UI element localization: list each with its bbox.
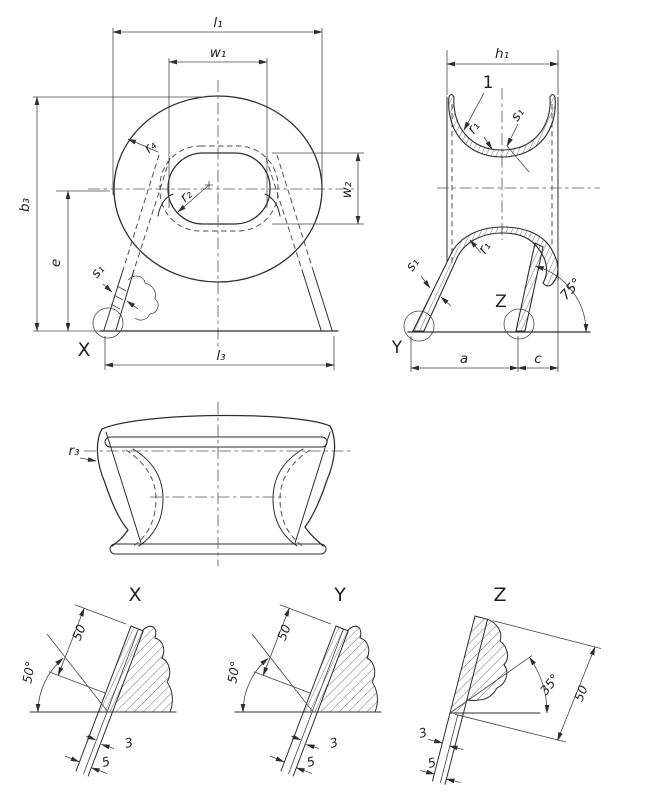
dim-s1-front-label: s₁ <box>87 261 109 282</box>
s1-arrow <box>127 301 138 309</box>
plate-body-hatch <box>450 616 507 716</box>
detail-x-length-label: 50 <box>68 622 89 643</box>
detail-y <box>224 584 381 776</box>
detail-z-title: Z <box>493 584 507 606</box>
detail-y-title: Y <box>334 584 346 606</box>
dim-l1-label: l₁ <box>213 15 223 31</box>
detail-z-length-label: 50 <box>570 683 591 704</box>
dim-r3-label: r₃ <box>68 443 80 459</box>
dim-h1-label: h₁ <box>495 46 509 62</box>
detail-y-t3-label: 3 <box>328 734 340 751</box>
leg-edge <box>106 432 141 543</box>
plate-inner-line <box>440 715 458 783</box>
dim-b3-label: b₃ <box>17 198 33 212</box>
leader-s1-top <box>507 124 518 146</box>
weld-tick <box>114 295 123 300</box>
leader-r3 <box>80 458 96 461</box>
weld-zone-squiggle <box>128 276 158 320</box>
side-detail-y-label: Y <box>391 338 403 358</box>
dim-e-label: e <box>48 258 64 268</box>
detail-x-t3-label: 3 <box>123 734 135 751</box>
side-view <box>391 46 600 372</box>
ext-line <box>493 621 602 649</box>
front-view <box>17 15 364 370</box>
dim-5-arrow <box>446 779 460 783</box>
dim-l3-label: l₃ <box>216 348 226 364</box>
leg-hidden-edge <box>123 155 159 270</box>
detail-x-title: X <box>128 584 142 606</box>
dim-5-arrow <box>421 771 435 774</box>
dim-s1-bottom-label: s₁ <box>402 255 423 275</box>
dim-r4-label: r₄ <box>140 137 160 157</box>
leg-edge <box>104 270 123 330</box>
leg-section <box>516 243 543 331</box>
s1-arrow <box>421 276 430 288</box>
top-flange <box>105 437 327 447</box>
detail-y-t5-label: 5 <box>305 753 317 770</box>
dim-c-label: c <box>534 351 542 367</box>
leg-edge <box>313 270 332 330</box>
dim-r1-top-label: r₁ <box>464 118 484 137</box>
detail-y-angle-label: 50° <box>224 660 243 685</box>
detail-y-length-label: 50 <box>273 622 294 643</box>
leg-hidden-edge <box>134 158 170 270</box>
angle-arc-75 <box>536 266 586 332</box>
detail-x-t5-label: 5 <box>100 753 112 770</box>
s1-arrow <box>441 297 451 306</box>
dim-3-arrow <box>449 746 463 750</box>
dim-s1-top-label: s₁ <box>507 105 528 125</box>
weld-tick <box>117 286 126 291</box>
angle-75-label: 75° <box>557 275 585 304</box>
dim-a-label: a <box>459 351 469 367</box>
leg-edge <box>116 270 134 330</box>
dim-w2-label: w₂ <box>339 181 355 199</box>
detail-z <box>417 584 601 784</box>
hidden-opening-edge <box>160 146 278 231</box>
s1-arrow <box>103 284 112 292</box>
side-detail-z-label: Z <box>495 292 507 312</box>
ext-line <box>455 714 566 742</box>
outline-top <box>102 415 330 429</box>
dim-r1-bottom-label: r₁ <box>475 238 495 257</box>
outline-right <box>305 426 335 546</box>
detail-z-angle-label: 35° <box>536 670 563 698</box>
item-1-label: 1 <box>482 73 494 93</box>
leg-hidden-edge <box>266 158 302 270</box>
top-view <box>69 402 352 566</box>
leg-edge <box>302 270 321 330</box>
dim-3-arrow <box>428 739 442 743</box>
detail-x <box>19 584 176 776</box>
dim-w1-label: w₁ <box>209 45 227 61</box>
dim-r2-label: r₂ <box>176 186 196 206</box>
detail-x-angle-label: 50° <box>19 660 38 685</box>
leg-hidden-edge <box>277 155 313 270</box>
detail-z-t5-label: 5 <box>426 754 438 771</box>
front-detail-x-label: X <box>77 339 91 361</box>
detail-z-t3-label: 3 <box>417 724 429 741</box>
